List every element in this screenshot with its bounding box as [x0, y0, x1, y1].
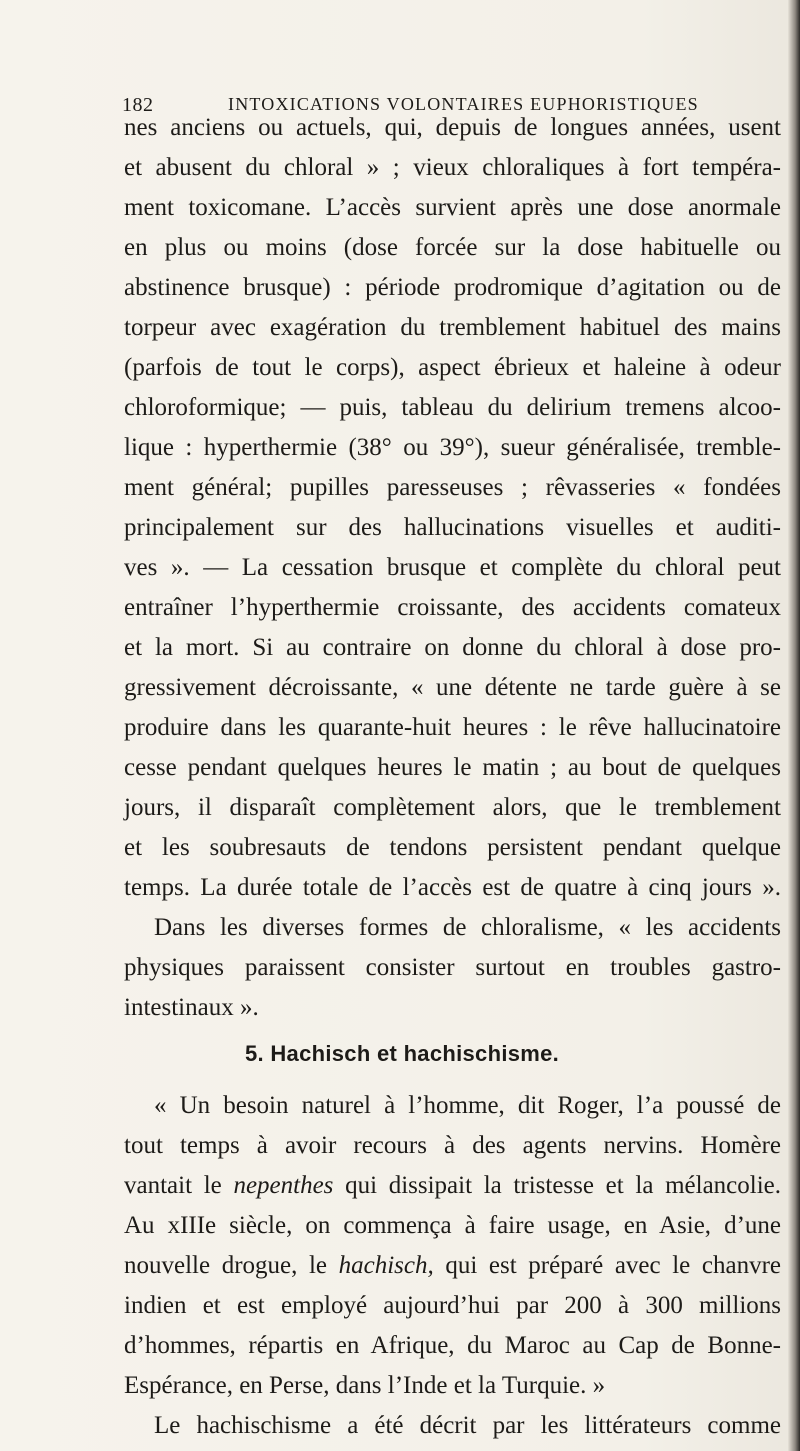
page-edge-shadow [788, 0, 800, 1451]
text-line: et la mort. Si au contraire on donne du chloral à dose pro- [124, 634, 781, 661]
text-line: indien et est employé aujourd’hui par 200 à 300 millions [124, 1292, 781, 1319]
text-line: jours, il disparaît complètement alors, que le tremblement [124, 794, 781, 821]
text-line: (parfois de tout le corps), aspect ébrieux et haleine à odeur [124, 354, 781, 381]
text-segment: qui est préparé avec le chanvre [433, 1252, 781, 1279]
italic-term-hachisch: hachisch, [338, 1252, 434, 1279]
text-line: temps. La durée totale de l’accès est de quatre à cinq jours ». [124, 874, 781, 901]
text-line: ment toxicomane. L’accès survient après une dose anormale [124, 194, 781, 221]
text-line: gressivement décroissante, « une détente ne tarde guère à se [124, 674, 781, 701]
text-line: Dans les diverses formes de chloralisme, « les accidents [154, 914, 781, 941]
text-line [124, 1246, 781, 1286]
text-line: principalement sur des hallucinations visuelles et auditi- [124, 514, 781, 541]
text-line: physiques paraissent consister surtout en troubles gastro- [124, 954, 781, 981]
text-line: tout temps à avoir recours à des agents nervins. Homère [124, 1132, 781, 1159]
text-line: lique : hyperthermie (38° ou 39°), sueur généralisée, tremble- [124, 434, 781, 461]
text-line: torpeur avec exagération du tremblement habituel des mains [124, 314, 781, 341]
text-line: d’hommes, répartis en Afrique, du Maroc au Cap de Bonne- [124, 1332, 781, 1359]
text-line: ment général; pupilles paresseuses ; rêvasseries « fondées [124, 474, 781, 501]
text-segment: vantait le [124, 1172, 234, 1199]
paragraph-chloral [124, 108, 781, 1028]
text-line: « Un besoin naturel à l’homme, dit Roger, l’a poussé de [154, 1092, 781, 1119]
text-line: nes anciens ou actuels, qui, depuis de longues années, usent [124, 114, 781, 141]
text-line: Espérance, en Perse, dans l’Inde et la Turquie. » [124, 1372, 606, 1399]
text-segment: qui dissipait la tristesse et la mélancolie. [333, 1172, 782, 1199]
text-line: produire dans les quarante-huit heures : le rêve hallucinatoire [124, 714, 781, 741]
text-segment: nouvelle drogue, le [124, 1252, 339, 1279]
text-line: Au xIIIe siècle, on commença à faire usage, en Asie, d’une [124, 1212, 781, 1239]
text-line [124, 1166, 781, 1206]
text-line: intestinaux ». [124, 994, 259, 1021]
page-number: 182 [122, 94, 154, 116]
text-line: en plus ou moins (dose forcée sur la dose habituelle ou [124, 234, 781, 261]
text-line: Le hachischisme a été décrit par les littérateurs comme [154, 1412, 781, 1439]
text-line: abstinence brusque) : période prodromique d’agitation ou de [124, 274, 781, 301]
italic-term-nepenthes: nepenthes [233, 1172, 334, 1199]
running-title: INTOXICATIONS VOLONTAIRES EUPHORISTIQUES [228, 94, 699, 114]
section-heading: 5. Hachisch et hachischisme. [245, 1041, 560, 1066]
text-line: et les soubresauts de tendons persistent pendant quelque [124, 834, 781, 861]
text-line: ves ». — La cessation brusque et complète du chloral peut [124, 554, 781, 581]
text-line: cesse pendant quelques heures le matin ; au bout de quelques [124, 754, 781, 781]
text-line: et abusent du chloral » ; vieux chloraliques à fort tempéra- [124, 154, 781, 181]
text-line: chloroformique; — puis, tableau du delirium tremens alcoo- [124, 394, 781, 421]
paragraph-hachisch [124, 1086, 781, 1446]
text-line: entraîner l’hyperthermie croissante, des accidents comateux [124, 594, 781, 621]
